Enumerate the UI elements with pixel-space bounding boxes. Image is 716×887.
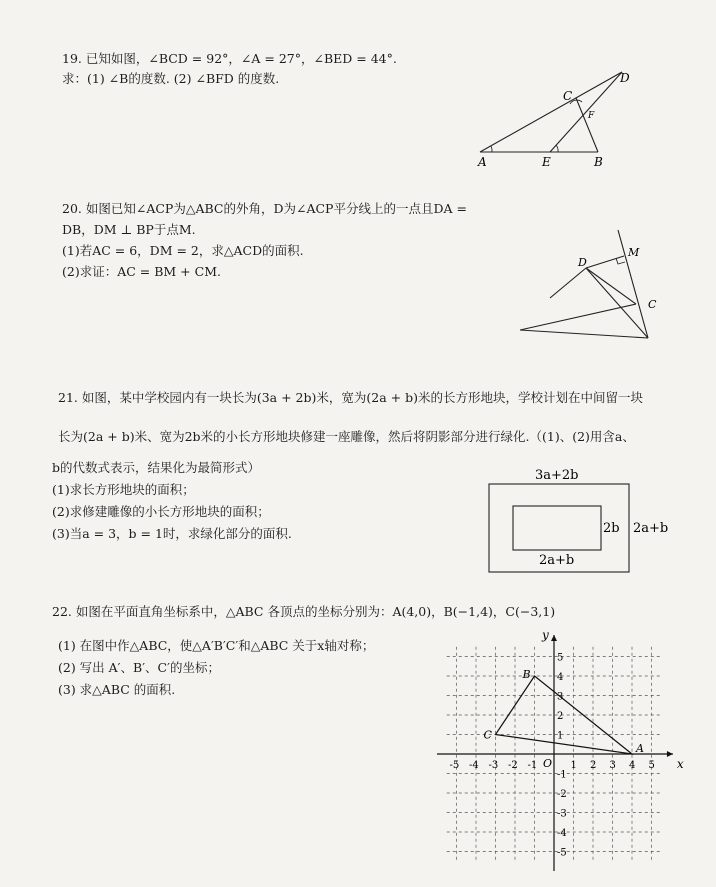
y-axis-arrow-icon (551, 635, 557, 641)
origin-label: O (543, 757, 553, 770)
q21-figure (487, 464, 677, 578)
x-tick-label: -4 (469, 760, 479, 771)
q19-label-E: E (542, 155, 551, 169)
x-axis-label: x (676, 757, 684, 771)
q21-line5: (2)求修建雕像的小长方形地块的面积； (52, 504, 270, 519)
q19-label-C: C (563, 89, 573, 103)
q22-line1: 22. 如图在平面直角坐标系中，△ABC 各顶点的坐标分别为：A(4,0)，B(−1,4)，C(−3,1) (52, 604, 556, 619)
y-tick-label: 5 (557, 652, 564, 664)
y-tick-label: -5 (557, 847, 567, 859)
q21-label-outer-right: 2a+b (633, 521, 669, 536)
y-tick-label: -2 (557, 789, 567, 800)
q21-line3: b的代数式表示，结果化为最简形式） (52, 460, 261, 475)
y-tick-label: 3 (557, 691, 564, 703)
q19-line2: 求：(1) ∠B的度数. (2) ∠BFD 的度数. (62, 71, 280, 86)
q20-line-DM (586, 256, 624, 268)
q20-line-DC (586, 268, 636, 304)
x-tick-label: 3 (609, 760, 616, 771)
q20-figure (510, 226, 670, 344)
q22-coordinate-grid (428, 628, 684, 874)
q22-line2: (1) 在图中作△ABC，使△A′B′C′和△ABC 关于x轴对称； (58, 638, 375, 653)
point-label-A: A (636, 742, 644, 755)
point-label-C: C (483, 728, 492, 742)
q21-line2: 长为(2a + b)米、宽为2b米的小长方形地块修建一座雕像，然后将阴影部分进行绿化.（(1)、(2)用含a、 (58, 429, 635, 444)
x-tick-label: -3 (488, 760, 499, 771)
x-tick-label: -2 (508, 760, 518, 771)
q21-line1: 21. 如图，某中学校园内有一块长为(3a + 2b)米，宽为(2a + b)米的长方形地块，学校计划在中间留一块 (58, 390, 643, 405)
q20-line-DA (550, 268, 586, 298)
q19-line-ED (550, 72, 622, 152)
x-tick-label: -1 (527, 760, 538, 771)
y-tick-label: -4 (557, 828, 567, 839)
q21-line6: (3)当a = 3，b = 1时，求绿化部分的面积. (52, 526, 292, 541)
q19-line-BC (576, 98, 598, 152)
q19-line1: 19. 已知如图，∠BCD = 92°，∠A = 27°，∠BED = 44°. (62, 51, 397, 66)
q21-inner-rect (513, 506, 601, 550)
q20-label-D: D (578, 256, 587, 269)
x-tick-label: 4 (629, 760, 636, 771)
q20-label-C: C (648, 298, 657, 311)
y-tick-label: 4 (557, 672, 564, 683)
y-tick-label: 2 (557, 711, 564, 722)
q20-label-M: M (628, 246, 640, 259)
q20-line4: (2)求证：AC = BM + CM. (62, 264, 221, 279)
q21-label-inner-bottom: 2a+b (539, 553, 575, 568)
q19-label-B: B (594, 155, 603, 169)
q19-angle-mark-A (491, 146, 492, 152)
q20-right-angle-M (616, 258, 625, 264)
x-axis-arrow-icon (667, 751, 673, 757)
y-tick-label: 1 (557, 730, 564, 742)
x-tick-label: 2 (590, 760, 597, 771)
q21-line4: (1)求长方形地块的面积； (52, 482, 195, 497)
q19-label-A: A (478, 155, 487, 169)
q22-line4: (3) 求△ABC 的面积. (58, 682, 176, 697)
q20-line-AB (520, 330, 648, 338)
q20-line1: 20. 如图已知∠ACP为△ABC的外角，D为∠ACP平分线上的一点且DA = (62, 201, 467, 216)
q21-label-inner-right: 2b (603, 521, 620, 536)
q22-line3: (2) 写出 A′、B′、C′的坐标； (58, 660, 220, 675)
x-tick-label: -5 (449, 760, 460, 771)
q19-label-F: F (588, 111, 595, 121)
q20-line2: DB，DM ⊥ BP于点M. (62, 222, 196, 237)
y-tick-label: -1 (557, 769, 567, 781)
y-axis-label: y (542, 628, 549, 643)
x-tick-label: 5 (648, 760, 655, 771)
q19-figure (470, 64, 650, 174)
q20-line3: (1)若AC = 6，DM = 2，求△ACD的面积. (62, 243, 304, 258)
q20-line-AC (520, 304, 636, 330)
q21-label-outer-top: 3a+2b (535, 468, 579, 483)
x-tick-label: 1 (570, 760, 577, 771)
q19-line-AD (480, 72, 622, 152)
q19-label-D: D (620, 71, 630, 85)
y-tick-label: -3 (557, 808, 567, 820)
point-label-B: B (522, 668, 531, 681)
q19-angle-mark-E (556, 145, 558, 152)
